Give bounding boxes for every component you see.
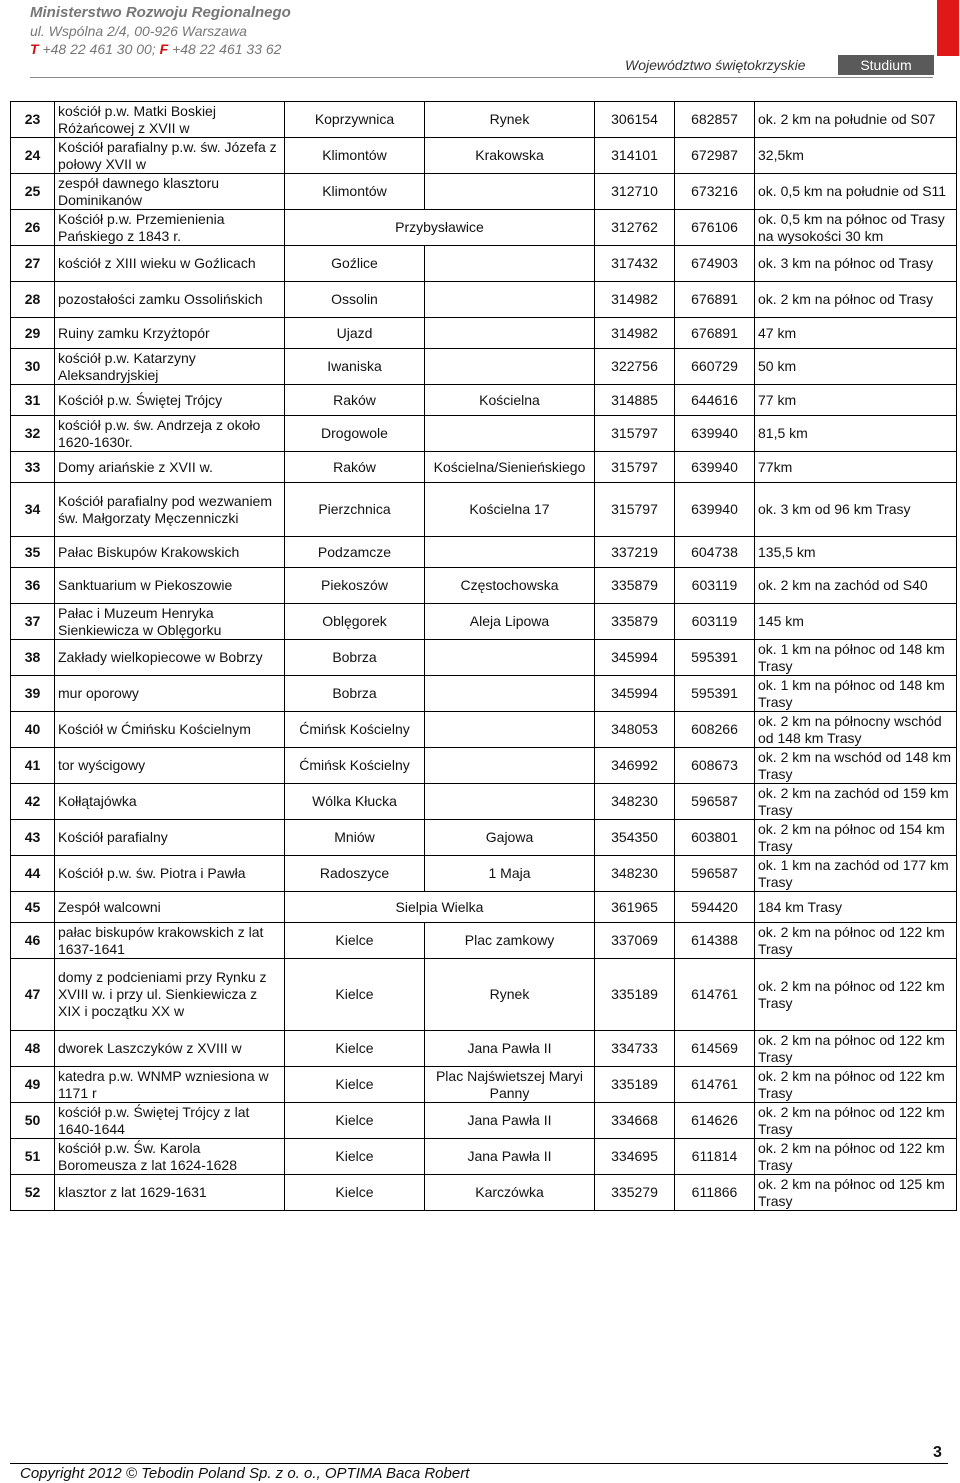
monument-name-cell: Zespół walcowni <box>55 892 285 923</box>
row-number-cell: 38 <box>11 640 55 676</box>
locality-cell: Klimontów <box>285 174 425 210</box>
street-cell: Kościelna/Sienieńskiego <box>425 452 595 483</box>
locality-cell: Kielce <box>285 1031 425 1067</box>
header-block <box>30 4 291 58</box>
coord-y-cell: 672987 <box>675 138 755 174</box>
coord-x-cell: 345994 <box>595 676 675 712</box>
coord-y-cell: 595391 <box>675 640 755 676</box>
row-number-cell: 50 <box>11 1103 55 1139</box>
coord-y-cell: 614761 <box>675 1067 755 1103</box>
monument-name-cell: Kościół p.w. Przemienienia Pańskiego z 1843 r. <box>55 210 285 246</box>
distance-cell: 184 km Trasy <box>755 892 957 923</box>
street-cell <box>425 246 595 282</box>
row-number-cell: 32 <box>11 416 55 452</box>
row-number-cell: 39 <box>11 676 55 712</box>
street-cell: Kościelna 17 <box>425 483 595 537</box>
locality-cell: Bobrza <box>285 676 425 712</box>
row-number-cell: 43 <box>11 820 55 856</box>
locality-cell: Kielce <box>285 1067 425 1103</box>
coord-x-cell: 315797 <box>595 416 675 452</box>
street-cell <box>425 712 595 748</box>
coord-x-cell: 306154 <box>595 102 675 138</box>
coord-y-cell: 674903 <box>675 246 755 282</box>
monument-name-cell: Pałac Biskupów Krakowskich <box>55 537 285 568</box>
coord-y-cell: 673216 <box>675 174 755 210</box>
coord-y-cell: 594420 <box>675 892 755 923</box>
locality-cell: Ćmińsk Kościelny <box>285 712 425 748</box>
table-row <box>11 820 957 856</box>
fax-number: +48 22 461 33 62 <box>168 41 282 57</box>
monument-name-cell: zespół dawnego klasztoru Dominikanów <box>55 174 285 210</box>
row-number-cell: 52 <box>11 1175 55 1211</box>
distance-cell: ok. 2 km na północ od 122 km Trasy <box>755 923 957 959</box>
street-cell: Jana Pawła II <box>425 1139 595 1175</box>
coord-x-cell: 314982 <box>595 318 675 349</box>
table-row <box>11 452 957 483</box>
monuments-table <box>10 101 957 1211</box>
header-rule <box>30 77 933 78</box>
table-row <box>11 1067 957 1103</box>
street-cell: 1 Maja <box>425 856 595 892</box>
locality-cell: Kielce <box>285 1175 425 1211</box>
coord-x-cell: 335879 <box>595 604 675 640</box>
coord-x-cell: 335189 <box>595 1067 675 1103</box>
table-row <box>11 385 957 416</box>
row-number-cell: 33 <box>11 452 55 483</box>
coord-y-cell: 608266 <box>675 712 755 748</box>
row-number-cell: 26 <box>11 210 55 246</box>
monument-name-cell: tor wyścigowy <box>55 748 285 784</box>
coord-x-cell: 348230 <box>595 784 675 820</box>
street-cell: Krakowska <box>425 138 595 174</box>
coord-x-cell: 312710 <box>595 174 675 210</box>
locality-cell: Raków <box>285 452 425 483</box>
row-number-cell: 47 <box>11 959 55 1031</box>
row-number-cell: 36 <box>11 568 55 604</box>
coord-y-cell: 614569 <box>675 1031 755 1067</box>
monument-name-cell: klasztor z lat 1629-1631 <box>55 1175 285 1211</box>
distance-cell: 47 km <box>755 318 957 349</box>
row-number-cell: 40 <box>11 712 55 748</box>
street-cell <box>425 318 595 349</box>
row-number-cell: 37 <box>11 604 55 640</box>
coord-x-cell: 335879 <box>595 568 675 604</box>
table-row <box>11 246 957 282</box>
row-number-cell: 49 <box>11 1067 55 1103</box>
distance-cell: ok. 2 km na zachód od S40 <box>755 568 957 604</box>
coord-y-cell: 596587 <box>675 784 755 820</box>
row-number-cell: 41 <box>11 748 55 784</box>
street-cell: Karczówka <box>425 1175 595 1211</box>
table-row <box>11 282 957 318</box>
locality-cell: Wólka Kłucka <box>285 784 425 820</box>
locality-cell: Pierzchnica <box>285 483 425 537</box>
row-number-cell: 51 <box>11 1139 55 1175</box>
row-number-cell: 31 <box>11 385 55 416</box>
distance-cell: ok. 2 km na północ od 122 km Trasy <box>755 1031 957 1067</box>
monument-name-cell: Kościół parafialny pod wezwaniem św. Małgorzaty Męczenniczki <box>55 483 285 537</box>
contact-line <box>30 40 291 58</box>
coord-y-cell: 614761 <box>675 959 755 1031</box>
footer-copyright: Copyright 2012 © Tebodin Poland Sp. z o. o., OPTIMA Baca Robert <box>20 1465 470 1482</box>
distance-cell: 135,5 km <box>755 537 957 568</box>
table-row <box>11 640 957 676</box>
table-row <box>11 748 957 784</box>
street-cell <box>425 282 595 318</box>
row-number-cell: 23 <box>11 102 55 138</box>
coord-y-cell: 595391 <box>675 676 755 712</box>
distance-cell: 81,5 km <box>755 416 957 452</box>
coord-x-cell: 335189 <box>595 959 675 1031</box>
locality-cell: Oblęgorek <box>285 604 425 640</box>
coord-y-cell: 614626 <box>675 1103 755 1139</box>
table-row <box>11 102 957 138</box>
distance-cell: 32,5km <box>755 138 957 174</box>
row-number-cell: 28 <box>11 282 55 318</box>
monument-name-cell: katedra p.w. WNMP wzniesiona w 1171 r <box>55 1067 285 1103</box>
coord-y-cell: 676891 <box>675 282 755 318</box>
street-cell: Jana Pawła II <box>425 1031 595 1067</box>
locality-cell: Koprzywnica <box>285 102 425 138</box>
row-number-cell: 48 <box>11 1031 55 1067</box>
monument-name-cell: domy z podcieniami przy Rynku z XVIII w. i przy ul. Sienkiewicza z XIX i początku XX w <box>55 959 285 1031</box>
coord-y-cell: 639940 <box>675 452 755 483</box>
locality-cell: Klimontów <box>285 138 425 174</box>
table-row <box>11 318 957 349</box>
monument-name-cell: kościół p.w. Św. Karola Boromeusza z lat 1624-1628 <box>55 1139 285 1175</box>
row-number-cell: 42 <box>11 784 55 820</box>
monument-name-cell: Kołłątajówka <box>55 784 285 820</box>
tel-number: +48 22 461 30 00; <box>38 41 160 57</box>
street-cell <box>425 174 595 210</box>
street-cell: Gajowa <box>425 820 595 856</box>
locality-cell: Ujazd <box>285 318 425 349</box>
row-number-cell: 45 <box>11 892 55 923</box>
coord-y-cell: 676891 <box>675 318 755 349</box>
row-number-cell: 34 <box>11 483 55 537</box>
street-cell <box>425 748 595 784</box>
coord-y-cell: 603119 <box>675 604 755 640</box>
distance-cell: ok. 0,5 km na północ od Trasy na wysokości 30 km <box>755 210 957 246</box>
coord-y-cell: 644616 <box>675 385 755 416</box>
table-row <box>11 784 957 820</box>
locality-cell: Goźlice <box>285 246 425 282</box>
street-cell <box>425 784 595 820</box>
organization-address: ul. Wspólna 2/4, 00-926 Warszawa <box>30 23 247 39</box>
table-row <box>11 537 957 568</box>
table-row <box>11 568 957 604</box>
locality-cell: Drogowole <box>285 416 425 452</box>
coord-x-cell: 334695 <box>595 1139 675 1175</box>
locality-cell: Podzamcze <box>285 537 425 568</box>
coord-x-cell: 337069 <box>595 923 675 959</box>
coord-y-cell: 603801 <box>675 820 755 856</box>
street-cell: Rynek <box>425 959 595 1031</box>
locality-cell: Kielce <box>285 959 425 1031</box>
row-number-cell: 35 <box>11 537 55 568</box>
table-row <box>11 138 957 174</box>
distance-cell: 77 km <box>755 385 957 416</box>
street-cell: Kościelna <box>425 385 595 416</box>
table-row <box>11 676 957 712</box>
street-cell <box>425 416 595 452</box>
table-row <box>11 892 957 923</box>
coord-x-cell: 337219 <box>595 537 675 568</box>
monument-name-cell: Kościół p.w. Świętej Trójcy <box>55 385 285 416</box>
row-number-cell: 24 <box>11 138 55 174</box>
table-row <box>11 1175 957 1211</box>
coord-x-cell: 354350 <box>595 820 675 856</box>
distance-cell: ok. 2 km na zachód od 159 km Trasy <box>755 784 957 820</box>
locality-cell: Ćmińsk Kościelny <box>285 748 425 784</box>
row-number-cell: 30 <box>11 349 55 385</box>
distance-cell: 50 km <box>755 349 957 385</box>
monument-name-cell: Domy ariańskie z XVII w. <box>55 452 285 483</box>
distance-cell: ok. 2 km na północ od 154 km Trasy <box>755 820 957 856</box>
distance-cell: ok. 2 km na północ od 125 km Trasy <box>755 1175 957 1211</box>
street-cell <box>425 537 595 568</box>
table-row <box>11 416 957 452</box>
coord-y-cell: 611866 <box>675 1175 755 1211</box>
distance-cell: ok. 2 km na północ od 122 km Trasy <box>755 1139 957 1175</box>
tel-label: T <box>30 41 39 57</box>
coord-y-cell: 639940 <box>675 483 755 537</box>
street-cell: Częstochowska <box>425 568 595 604</box>
monument-name-cell: Pałac i Muzeum Henryka Sienkiewicza w Oblęgorku <box>55 604 285 640</box>
table-row <box>11 856 957 892</box>
locality-cell: Mniów <box>285 820 425 856</box>
coord-y-cell: 676106 <box>675 210 755 246</box>
locality-cell: Kielce <box>285 1103 425 1139</box>
street-cell: Plac Najświetszej Maryi Panny <box>425 1067 595 1103</box>
distance-cell: ok. 2 km na północ od 122 km Trasy <box>755 1103 957 1139</box>
coord-x-cell: 348230 <box>595 856 675 892</box>
locality-cell: Bobrza <box>285 640 425 676</box>
monument-name-cell: kościół z XIII wieku w Goźlicach <box>55 246 285 282</box>
region-label: Województwo świętokrzyskie <box>625 57 806 73</box>
distance-cell: ok. 1 km na północ od 148 km Trasy <box>755 676 957 712</box>
coord-x-cell: 346992 <box>595 748 675 784</box>
coord-y-cell: 596587 <box>675 856 755 892</box>
table-row <box>11 174 957 210</box>
table-row <box>11 604 957 640</box>
coord-x-cell: 317432 <box>595 246 675 282</box>
fax-label: F <box>159 41 169 57</box>
monument-name-cell: Kościół parafialny <box>55 820 285 856</box>
distance-cell: ok. 0,5 km na południe od S11 <box>755 174 957 210</box>
distance-cell: ok. 1 km na północ od 148 km Trasy <box>755 640 957 676</box>
distance-cell: ok. 3 km na północ od Trasy <box>755 246 957 282</box>
table-row <box>11 712 957 748</box>
coord-x-cell: 312762 <box>595 210 675 246</box>
locality-cell: Kielce <box>285 1139 425 1175</box>
distance-cell: 145 km <box>755 604 957 640</box>
distance-cell: ok. 2 km na północny wschód od 148 km Trasy <box>755 712 957 748</box>
street-cell: Plac zamkowy <box>425 923 595 959</box>
distance-cell: ok. 1 km na zachód od 177 km Trasy <box>755 856 957 892</box>
monument-name-cell: kościół p.w. Katarzyny Aleksandryjskiej <box>55 349 285 385</box>
coord-x-cell: 345994 <box>595 640 675 676</box>
monument-name-cell: kościół p.w. Świętej Trójcy z lat 1640-1644 <box>55 1103 285 1139</box>
coord-y-cell: 682857 <box>675 102 755 138</box>
monument-name-cell: Sanktuarium w Piekoszowie <box>55 568 285 604</box>
distance-cell: ok. 3 km od 96 km Trasy <box>755 483 957 537</box>
row-number-cell: 44 <box>11 856 55 892</box>
distance-cell: 77km <box>755 452 957 483</box>
coord-x-cell: 348053 <box>595 712 675 748</box>
monument-name-cell: Kościół parafialny p.w. św. Józefa z połowy XVII w <box>55 138 285 174</box>
street-cell <box>425 676 595 712</box>
monument-name-cell: pałac biskupów krakowskich z lat 1637-1641 <box>55 923 285 959</box>
street-cell: Jana Pawła II <box>425 1103 595 1139</box>
coord-y-cell: 603119 <box>675 568 755 604</box>
locality-cell: Iwaniska <box>285 349 425 385</box>
coord-y-cell: 660729 <box>675 349 755 385</box>
monuments-table-body <box>11 102 957 1211</box>
organization-name: Ministerstwo Rozwoju Regionalnego <box>30 4 291 21</box>
coord-x-cell: 315797 <box>595 483 675 537</box>
table-row <box>11 483 957 537</box>
row-number-cell: 29 <box>11 318 55 349</box>
street-cell <box>425 349 595 385</box>
coord-x-cell: 322756 <box>595 349 675 385</box>
locality-cell: Kielce <box>285 923 425 959</box>
coord-x-cell: 335279 <box>595 1175 675 1211</box>
locality-cell: Przybysławice <box>285 210 595 246</box>
monument-name-cell: Kościół p.w. św. Piotra i Pawła <box>55 856 285 892</box>
locality-cell: Ossolin <box>285 282 425 318</box>
monument-name-cell: kościół p.w. św. Andrzeja z około 1620-1630r. <box>55 416 285 452</box>
table-row <box>11 349 957 385</box>
brand-red-marker <box>937 0 959 56</box>
row-number-cell: 46 <box>11 923 55 959</box>
table-row <box>11 210 957 246</box>
street-cell <box>425 640 595 676</box>
table-row <box>11 923 957 959</box>
coord-y-cell: 604738 <box>675 537 755 568</box>
coord-y-cell: 611814 <box>675 1139 755 1175</box>
distance-cell: ok. 2 km na północ od 122 km Trasy <box>755 1067 957 1103</box>
locality-cell: Raków <box>285 385 425 416</box>
distance-cell: ok. 2 km na południe od S07 <box>755 102 957 138</box>
row-number-cell: 27 <box>11 246 55 282</box>
coord-x-cell: 315797 <box>595 452 675 483</box>
studium-badge: Studium <box>838 55 934 75</box>
monument-name-cell: mur oporowy <box>55 676 285 712</box>
coord-x-cell: 314101 <box>595 138 675 174</box>
locality-cell: Radoszyce <box>285 856 425 892</box>
street-cell: Aleja Lipowa <box>425 604 595 640</box>
monument-name-cell: pozostałości zamku Ossolińskich <box>55 282 285 318</box>
locality-cell: Piekoszów <box>285 568 425 604</box>
coord-x-cell: 334733 <box>595 1031 675 1067</box>
locality-cell: Sielpia Wielka <box>285 892 595 923</box>
coord-y-cell: 614388 <box>675 923 755 959</box>
monument-name-cell: Zakłady wielkopiecowe w Bobrzy <box>55 640 285 676</box>
distance-cell: ok. 2 km na północ od 122 km Trasy <box>755 959 957 1031</box>
page-number: 3 <box>933 1444 942 1461</box>
coord-x-cell: 334668 <box>595 1103 675 1139</box>
coord-y-cell: 639940 <box>675 416 755 452</box>
monument-name-cell: dworek Laszczyków z XVIII w <box>55 1031 285 1067</box>
row-number-cell: 25 <box>11 174 55 210</box>
coord-x-cell: 361965 <box>595 892 675 923</box>
street-cell: Rynek <box>425 102 595 138</box>
monument-name-cell: kościół p.w. Matki Boskiej Różańcowej z XVII w <box>55 102 285 138</box>
coord-x-cell: 314982 <box>595 282 675 318</box>
table-row <box>11 959 957 1031</box>
table-row <box>11 1103 957 1139</box>
coord-y-cell: 608673 <box>675 748 755 784</box>
monument-name-cell: Kościół w Ćmińsku Kościelnym <box>55 712 285 748</box>
distance-cell: ok. 2 km na północ od Trasy <box>755 282 957 318</box>
table-row <box>11 1139 957 1175</box>
monument-name-cell: Ruiny zamku Krzyżtopór <box>55 318 285 349</box>
distance-cell: ok. 2 km na wschód od 148 km Trasy <box>755 748 957 784</box>
table-row <box>11 1031 957 1067</box>
coord-x-cell: 314885 <box>595 385 675 416</box>
footer-rule <box>10 1463 948 1464</box>
